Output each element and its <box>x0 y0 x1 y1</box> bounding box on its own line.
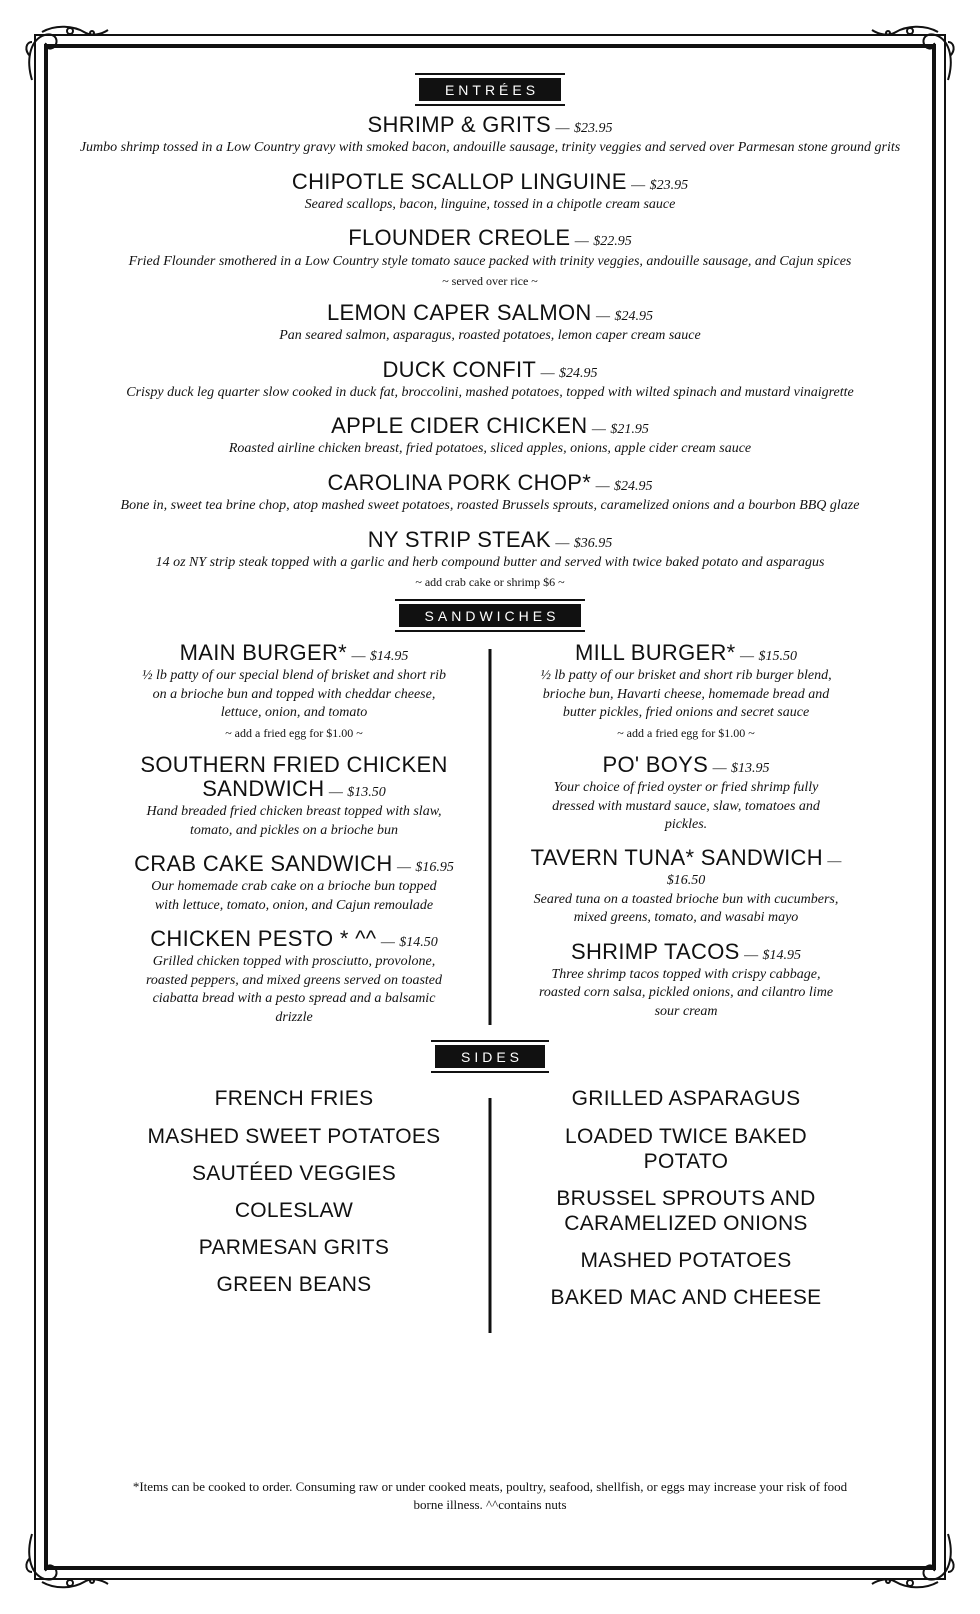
sandwich-item <box>526 940 846 1022</box>
price-dash: — <box>591 422 606 438</box>
sandwich-item <box>526 641 846 741</box>
sandwich-item <box>134 753 454 840</box>
sides-section-header <box>60 1045 920 1068</box>
sandwich-item <box>134 927 454 1027</box>
entree-name: CHIPOTLE SCALLOP LINGUINE <box>291 168 627 194</box>
sides-right-column <box>526 1086 846 1322</box>
sandwich-name: TAVERN TUNA* SANDWICH <box>530 845 823 871</box>
sandwich-name: CRAB CAKE SANDWICH <box>134 851 393 877</box>
sandwich-price: $14.95 <box>369 649 409 665</box>
entree-item <box>60 113 920 158</box>
sandwich-description: Hand breaded fried chicken breast topped with slaw, tomato, and pickles on a brioche bun <box>146 804 442 838</box>
price-dash: — <box>712 760 727 776</box>
sandwich-description: Grilled chicken topped with prosciutto, provolone, roasted peppers, and mixed greens served on toasted ciabatta bread with a pesto spread and a balsamic drizzle <box>145 954 443 1025</box>
entree-price: $22.95 <box>593 234 632 250</box>
sandwich-item <box>134 641 454 741</box>
sandwich-price: $16.95 <box>415 860 454 876</box>
price-dash: — <box>555 121 570 136</box>
entree-description: Fried Flounder smothered in a Low Country style tomato sauce packed with trinity veggies, andouille sausage, and Cajun spices <box>128 253 852 269</box>
entree-name: FLOUNDER CREOLE <box>348 225 571 251</box>
entree-price: $23.95 <box>649 177 689 193</box>
sandwiches-left-column <box>134 641 454 1027</box>
entree-name: NY STRIP STEAK <box>367 526 551 552</box>
sandwiches-columns <box>60 641 920 1027</box>
entree-name: DUCK CONFIT <box>382 356 537 382</box>
flourish-corner-icon <box>22 1524 112 1594</box>
entree-note: ~ add crab cake or shrimp $6 ~ <box>415 575 565 590</box>
sandwich-price: $16.50 <box>666 872 706 888</box>
menu-body <box>60 72 920 1323</box>
flourish-corner-icon <box>868 1524 958 1594</box>
entree-note: ~ served over rice ~ <box>442 273 538 288</box>
sandwich-description: ½ lb patty of our brisket and short rib burger blend, brioche bun, Havarti cheese, homemade bread and butter pickles, fried onions and secret sauce <box>540 668 832 721</box>
sandwich-description: ½ lb patty of our special blend of brisket and short rib on a brioche bun and topped with cheddar cheese, lettuce, onion, and tomato <box>141 668 447 721</box>
entree-price: $23.95 <box>573 121 613 136</box>
price-dash: — <box>574 234 589 250</box>
food-safety-disclaimer: *Items can be cooked to order. Consuming raw or under cooked meats, poultry, seafood, shellfish, or eggs may increase your risk of food borne illness. ^^contains nuts <box>132 1479 848 1512</box>
sandwiches-heading: SANDWICHES <box>399 604 582 627</box>
side-item: MASHED POTATOES <box>580 1249 792 1273</box>
entree-price: $36.95 <box>573 535 613 551</box>
sandwich-price: $15.50 <box>758 649 797 665</box>
side-item: FRENCH FRIES <box>214 1087 374 1111</box>
sandwiches-section-header <box>60 604 920 627</box>
sides-heading: SIDES <box>435 1045 545 1068</box>
entree-item <box>60 414 920 459</box>
sandwich-price: $14.50 <box>399 935 438 951</box>
entree-name: CAROLINA PORK CHOP* <box>327 469 592 495</box>
entree-description: Seared scallops, bacon, linguine, tossed in a chipotle cream sauce <box>304 196 676 212</box>
price-dash: — <box>540 365 555 381</box>
sandwich-price: $13.95 <box>731 760 770 776</box>
sides-columns <box>60 1086 920 1322</box>
price-dash: — <box>328 785 343 801</box>
price-dash: — <box>351 649 366 665</box>
side-item: GREEN BEANS <box>216 1273 372 1297</box>
price-dash: — <box>380 935 395 951</box>
sandwich-description: Seared tuna on a toasted brioche bun with cucumbers, mixed greens, tomato, and wasabi mayo <box>533 891 839 926</box>
side-item: LOADED TWICE BAKED POTATO <box>565 1124 807 1173</box>
entrees-heading: ENTRÉES <box>419 78 561 101</box>
entrees-list <box>60 113 920 590</box>
entree-description: Pan seared salmon, asparagus, roasted potatoes, lemon caper cream sauce <box>279 328 701 344</box>
column-divider <box>489 649 492 1025</box>
entree-item <box>60 226 920 289</box>
sandwich-price: $13.50 <box>347 785 386 801</box>
column-divider <box>489 1098 492 1332</box>
sandwich-name: CHICKEN PESTO * ^^ <box>150 926 377 952</box>
side-item: BRUSSEL SPROUTS AND CARAMELIZED ONIONS <box>556 1186 816 1236</box>
sandwich-description: Our homemade crab cake on a brioche bun topped with lettuce, tomato, onion, and Cajun remoulade <box>151 879 437 913</box>
sandwich-item <box>526 846 846 927</box>
entree-description: Jumbo shrimp tossed in a Low Country gravy with smoked bacon, andouille sausage, trinity veggies and served over Parmesan stone ground grits <box>79 140 901 156</box>
price-dash: — <box>744 947 759 963</box>
entree-name: SHRIMP & GRITS <box>367 112 552 137</box>
entree-name: APPLE CIDER CHICKEN <box>331 413 588 439</box>
entree-price: $24.95 <box>614 478 653 494</box>
entree-price: $21.95 <box>610 422 649 438</box>
sandwich-price: $14.95 <box>762 947 802 963</box>
sandwich-item <box>526 753 846 835</box>
entree-description: Crispy duck leg quarter slow cooked in duck fat, broccolini, mashed potatoes, topped with wilted spinach and mustard vinaigrette <box>126 384 854 400</box>
entree-item <box>60 301 920 346</box>
price-dash: — <box>740 649 754 665</box>
sandwich-note: ~ add a fried egg for $1.00 ~ <box>225 725 363 740</box>
entree-item <box>60 170 920 215</box>
side-item: BAKED MAC AND CHEESE <box>550 1286 822 1310</box>
entree-description: Roasted airline chicken breast, fried potatoes, sliced apples, onions, apple cider cream sauce <box>228 441 752 457</box>
price-dash: — <box>595 478 610 494</box>
sandwiches-right-column <box>526 641 846 1027</box>
price-dash: — <box>596 308 611 324</box>
entree-item <box>60 471 920 516</box>
sandwich-description: Your choice of fried oyster or fried shrimp fully dressed with mustard sauce, slaw, tomatoes and pickles. <box>552 780 820 832</box>
sides-left-column <box>134 1086 454 1322</box>
entree-item <box>60 528 920 591</box>
entree-price: $24.95 <box>614 308 653 324</box>
sandwich-name: SOUTHERN FRIED CHICKEN SANDWICH <box>140 751 448 802</box>
entree-description: 14 oz NY strip steak topped with a garlic and herb compound butter and served with twice baked potato and asparagus <box>155 554 825 570</box>
entree-description: Bone in, sweet tea brine chop, atop mashed sweet potatoes, roasted Brussels sprouts, caramelized onions and a bourbon BBQ glaze <box>120 498 860 514</box>
sandwich-description: Three shrimp tacos topped with crispy cabbage, roasted corn salsa, pickled onions, and cilantro lime sour cream <box>538 966 834 1019</box>
side-item: MASHED SWEET POTATOES <box>147 1124 441 1148</box>
entrees-section-header <box>60 78 920 101</box>
price-dash: — <box>827 854 842 870</box>
entree-price: $24.95 <box>559 365 598 381</box>
entree-item <box>60 358 920 403</box>
side-item: SAUTÉED VEGGIES <box>191 1161 397 1185</box>
price-dash: — <box>396 860 411 876</box>
sandwich-item <box>134 852 454 915</box>
price-dash: — <box>631 177 646 193</box>
price-dash: — <box>555 535 570 551</box>
sandwich-name: MAIN BURGER* <box>179 640 347 666</box>
entree-name: LEMON CAPER SALMON <box>327 299 592 325</box>
side-item: GRILLED ASPARAGUS <box>571 1087 801 1111</box>
sandwich-note: ~ add a fried egg for $1.00 ~ <box>617 725 755 740</box>
sandwich-name: SHRIMP TACOS <box>570 938 740 964</box>
side-item: PARMESAN GRITS <box>198 1236 390 1260</box>
sandwich-name: PO' BOYS <box>602 751 709 777</box>
side-item: COLESLAW <box>234 1198 354 1222</box>
sandwich-name: MILL BURGER* <box>575 640 736 666</box>
